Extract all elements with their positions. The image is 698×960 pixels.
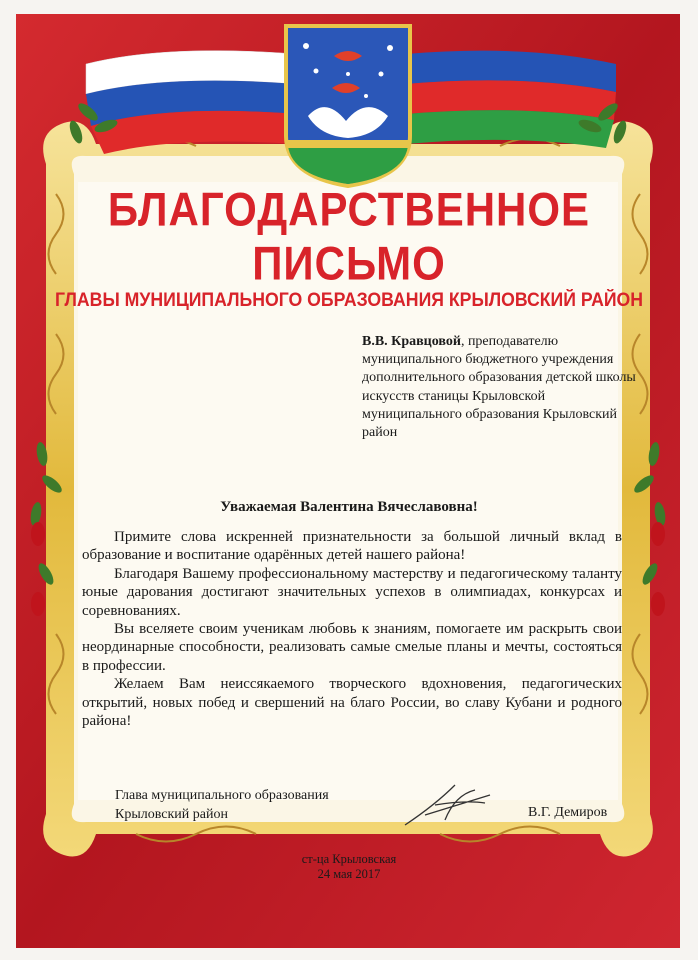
title-line-1: БЛАГОДАРСТВЕННОЕ	[107, 183, 591, 236]
position-line-2: Крыловский район	[115, 807, 228, 822]
paragraph: Желаем Вам неиссякаемого творческого вдохновения, педагогических открытий, новых побед и свершений на благо России, во славу Кубани и родного района!	[82, 676, 622, 730]
paragraph: Примите слова искренней признательности за большой личный вклад в образование и воспитание одарённых детей нашего района!	[82, 529, 622, 564]
title-line-2: ПИСЬМО	[252, 237, 446, 290]
signatory-position	[115, 786, 329, 824]
coat-of-arms-icon	[286, 26, 410, 186]
recipient-description: , преподавателю муниципального бюджетного учреждения дополнительного образования детской школы искусств станицы Крыловской муниципального образования Крыловский район	[362, 334, 636, 441]
position-line-1: Глава муниципального образования	[115, 788, 329, 803]
letter-body	[82, 528, 622, 730]
date: 24 мая 2017	[317, 867, 381, 881]
recipient-name: В.В. Кравцовой	[362, 334, 461, 349]
paragraph: Благодаря Вашему профессиональному мастерству и педагогическому таланту юные дарования достигают значительных успехов в олимпиадах, конкурсах и соревнованиях.	[82, 565, 622, 619]
signatory-name: В.Г. Демиров	[528, 805, 608, 820]
greeting: Уважаемая Валентина Вячеславовна!	[220, 499, 478, 515]
subtitle: ГЛАВЫ МУНИЦИПАЛЬНОГО ОБРАЗОВАНИЯ КРЫЛОВСКИЙ РАЙОН	[54, 290, 644, 311]
recipient-block	[362, 333, 642, 442]
handwritten-signature	[395, 775, 505, 835]
place-date	[0, 852, 698, 882]
place: ст-ца Крыловская	[301, 852, 397, 866]
paragraph: Вы вселяете своим ученикам любовь к знаниям, помогаете им раскрыть свои неординарные способности, реализовать самые смелые планы и мечты, состояться в профессии.	[82, 621, 622, 674]
